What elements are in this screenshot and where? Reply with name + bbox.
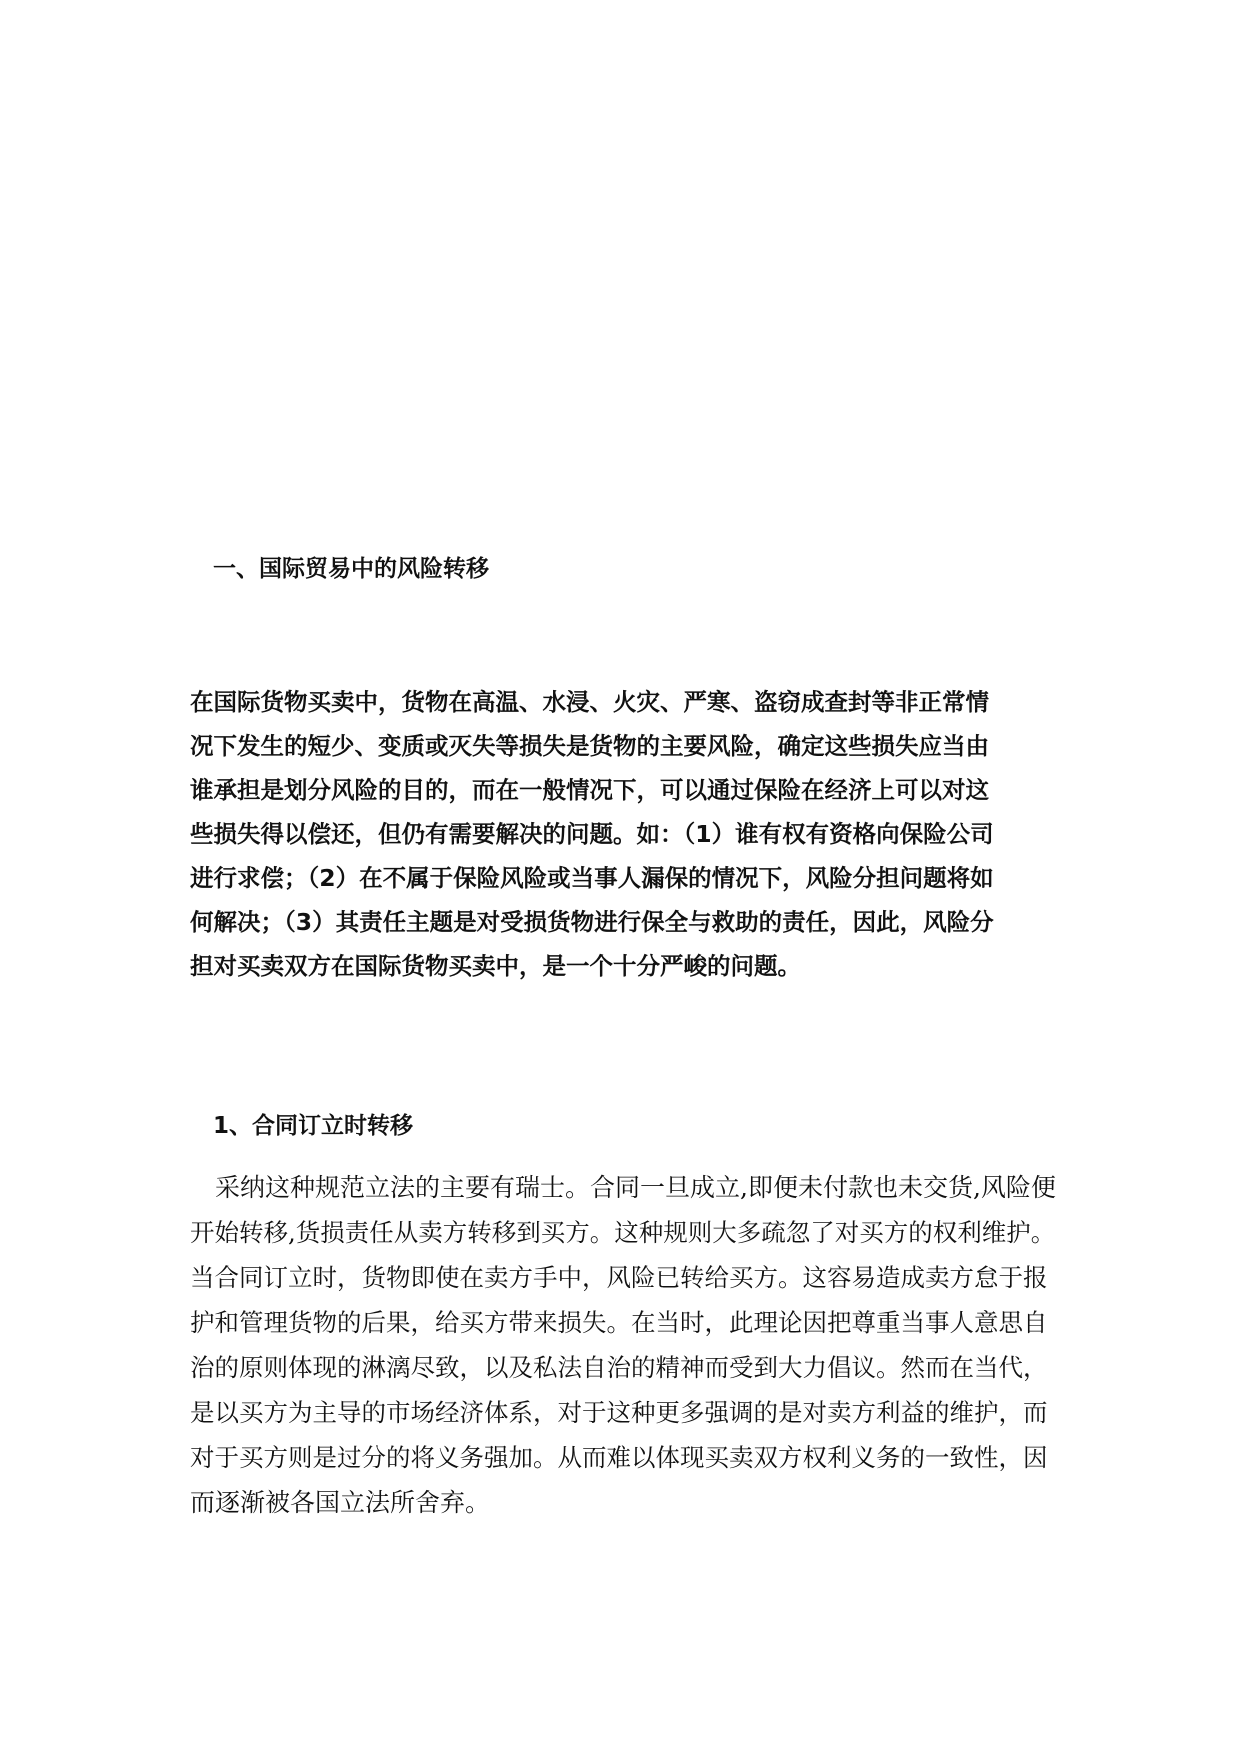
section-1-paragraph xyxy=(190,680,1060,988)
paragraph-line: 进行求偿；（2）在不属于保险风险或当事人漏保的情况下，风险分担问题将如 xyxy=(190,864,994,892)
paragraph-line: 开始转移,货损责任从卖方转移到买方。这种规则大多疏忽了对买方的权利维护。 xyxy=(190,1218,1056,1247)
paragraph-line: 在国际货物买卖中，货物在高温、水浸、火灾、严寒、盗窃成查封等非正常情 xyxy=(190,688,989,716)
section-2-paragraph xyxy=(190,1165,1060,1525)
paragraph-line: 何解决；（3）其责任主题是对受损货物进行保全与救助的责任，因此，风险分 xyxy=(190,908,994,936)
section-heading-contract-formation: 1、合同订立时转移 xyxy=(213,1113,414,1139)
paragraph-line: 对于买方则是过分的将义务强加。从而难以体现买卖双方权利义务的一致性，因 xyxy=(190,1443,1048,1472)
paragraph-line: 而逐渐被各国立法所舍弃。 xyxy=(190,1488,491,1517)
paragraph-line: 谁承担是划分风险的目的，而在一般情况下，可以通过保险在经济上可以对这 xyxy=(190,776,989,804)
section-heading-risk-transfer: 一、国际贸易中的风险转移 xyxy=(213,556,489,582)
paragraph-line: 况下发生的短少、变质或灭失等损失是货物的主要风险，确定这些损失应当由 xyxy=(190,732,989,760)
paragraph-line: 采纳这种规范立法的主要有瑞士。合同一旦成立,即便未付款也未交货,风险便 xyxy=(215,1173,1056,1202)
paragraph-line: 些损失得以偿还，但仍有需要解决的问题。如：（1）谁有权有资格向保险公司 xyxy=(190,820,994,848)
paragraph-line: 是以买方为主导的市场经济体系，对于这种更多强调的是对卖方利益的维护，而 xyxy=(190,1398,1048,1427)
paragraph-line: 当合同订立时，货物即使在卖方手中，风险已转给买方。这容易造成卖方怠于报 xyxy=(190,1263,1048,1292)
paragraph-line: 护和管理货物的后果，给买方带来损失。在当时，此理论因把尊重当事人意思自 xyxy=(190,1308,1048,1337)
paragraph-line: 担对买卖双方在国际货物买卖中，是一个十分严峻的问题。 xyxy=(190,952,801,980)
paragraph-line: 治的原则体现的淋漓尽致，以及私法自治的精神而受到大力倡议。然而在当代， xyxy=(190,1353,1048,1382)
